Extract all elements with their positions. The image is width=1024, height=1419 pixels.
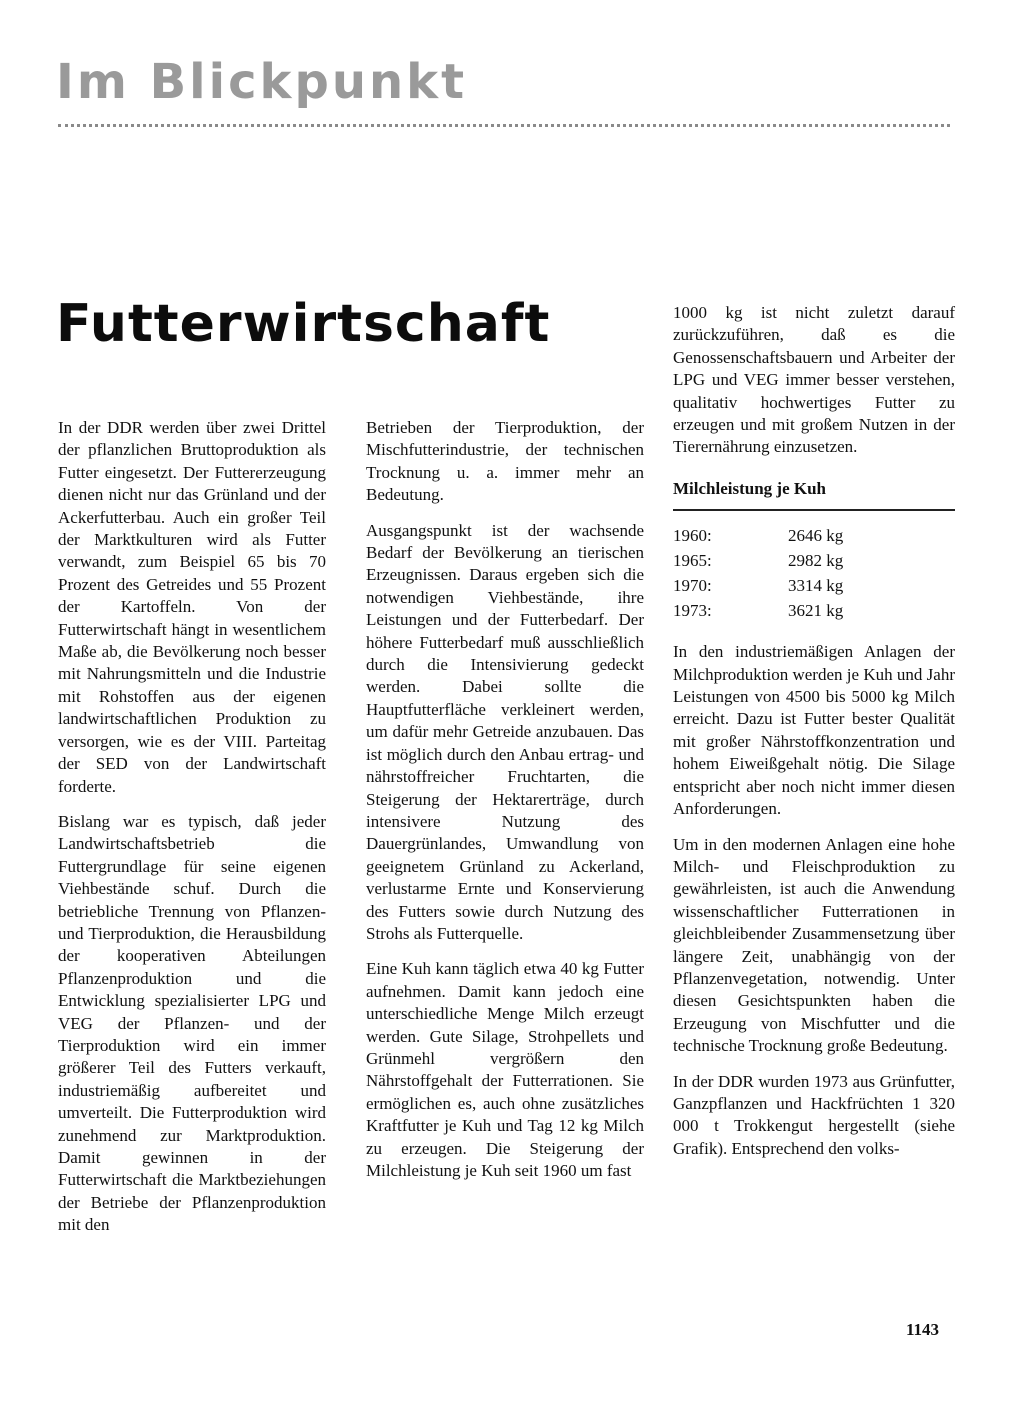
year-cell: 1973: — [673, 600, 712, 620]
table-rule — [673, 509, 955, 511]
paragraph: Ausgangspunkt ist der wachsende Bedarf der Bevölkerung an tierischen Erzeugnissen. Daraus ergeben sich die notwendigen Viehbestände, ihre Leistungen und der Futterbedarf. Der höhere Futterbedarf muß ausschließlich durch die Intensivierung gedeckt werden. Dabei sollte die Hauptfutterfläche verkleinert werden, um dafür mehr Getreide anzubauen. Das ist möglich durch den Anbau ertrag- und nährstoffreicher Fruchtarten, die Steigerung der Hektarerträge, durch intensivere Nutzung des Dauergrünlandes, Umwandlung von geeignetem Grünland zu Ackerland, verlustarme Ernte und Konservierung des Futters sowie durch Nutzung des Strohs als Futterquelle. — [366, 520, 644, 943]
paragraph: 1000 kg ist nicht zuletzt darauf zurückzuführen, daß es die Genossenschaftsbauern und Arbeiter der LPG und VEG immer besser verstehen, qualitativ hochwertiges Futter zu erzeugen und mit großem Nutzen in der Tierernährung einzusetzen. — [673, 303, 955, 457]
article-headline: Futterwirtschaft — [56, 294, 551, 354]
paragraph: In der DDR werden über zwei Drittel der pflanzlichen Bruttoproduktion als Futter eingesetzt. Der Futtererzeugung dienen nicht nur das Grünland und der Ackerfutterbau. Auch ein großer Teil der Marktkulturen wird als Futter verwandt, zum Beispiel 65 bis 70 Prozent des Getreides und 55 Prozent der Kartoffeln. Von der Futterwirtschaft hängt in wesentlichem Maße ab, die Bevölkerung noch besser mit Nahrungsmitteln und die Industrie mit Rohstoffen aus der eigenen landwirtschaftlichen Produktion zu versorgen, wie es der VIII. Parteitag der SED von der Landwirtschaft forderte. — [58, 418, 326, 796]
page-number: 1143 — [906, 1320, 940, 1339]
paragraph: In der DDR wurden 1973 aus Grünfutter, Ganzpflanzen und Hackfrüchten 1 320 000 t Trokkengut hergestellt (siehe Grafik). Entsprechend den volks- — [673, 1071, 955, 1158]
paragraph: Betrieben der Tierproduktion, der Mischfutterindustrie, der technischen Trocknung u. a. immer mehr an Bedeutung. — [366, 418, 644, 505]
section-title-rule — [58, 124, 950, 127]
year-cell: 1960: — [673, 525, 712, 545]
milk-yield-rows — [673, 523, 888, 623]
table-row — [673, 523, 888, 548]
paragraph: Bislang war es typisch, daß jeder Landwirtschaftsbetrieb die Futtergrundlage für seine eigenen Viehbestände schuf. Durch die betriebliche Trennung von Pflanzen- und Tierproduktion, die Herausbildung der kooperativen Abteilungen Pflanzenproduktion und die Entwicklung spezialisierter LPG und VEG der Pflanzen- und der Tierproduktion wird ein immer größerer Teil des Futters verkauft, industriemäßig aufbereitet und umverteilt. Die Futterproduktion wird zunehmend zur Marktproduktion. Damit gewinnen in der Futterwirtschaft die Marktbeziehungen der Betriebe der Pflanzenproduktion mit den — [58, 811, 326, 1235]
paragraph: Eine Kuh kann täglich etwa 40 kg Futter aufnehmen. Damit kann jedoch eine unterschiedliche Menge Milch erzeugt werden. Gute Silage, Strohpellets und Grünmehl vergrößern den Nährstoffgehalt der Futterrationen. Sie ermöglichen es, auch ohne zusätzliches Kraftfutter je Kuh und Tag 12 kg Milch zu erzeugen. Die Steigerung der Milchleistung je Kuh seit 1960 um fast — [366, 959, 644, 1180]
value-cell: 3314 kg — [788, 575, 844, 595]
table-row — [673, 598, 888, 623]
text-column-3 — [673, 302, 955, 1173]
paragraph: In den industriemäßigen Anlagen der Milchproduktion werden je Kuh und Jahr Leistungen von 4500 bis 5000 kg Milch erreicht. Dazu ist Futter bester Qualität mit großer Nährstoffkonzentration und hohem Eiweißgehalt nötig. Die Silage entspricht aber noch nicht immer diesen Anforderungen. — [673, 642, 955, 819]
milk-yield-table — [673, 478, 955, 623]
value-cell: 2646 kg — [788, 525, 844, 545]
year-cell: 1965: — [673, 550, 712, 570]
paragraph: Um in den modernen Anlagen eine hohe Milch- und Fleischproduktion zu gewährleisten, ist auch die Anwendung wissenschaftlicher Futterrationen in gleichbleibender Zusammensetzung über längere Zeit, unabhängig von der Pflanzenvegetation, notwendig. Unter diesen Gesichtspunkten haben die Erzeugung von Mischfutter und die technische Trocknung große Bedeutung. — [673, 834, 955, 1056]
table-row — [673, 548, 888, 573]
text-column-2 — [366, 417, 644, 1195]
year-cell: 1970: — [673, 575, 712, 595]
value-cell: 2982 kg — [788, 550, 844, 570]
table-heading: Milchleistung je Kuh — [673, 478, 827, 498]
value-cell: 3621 kg — [788, 600, 844, 620]
table-row — [673, 573, 888, 598]
text-column-1 — [58, 417, 326, 1250]
section-title: Im Blickpunkt — [56, 54, 468, 110]
